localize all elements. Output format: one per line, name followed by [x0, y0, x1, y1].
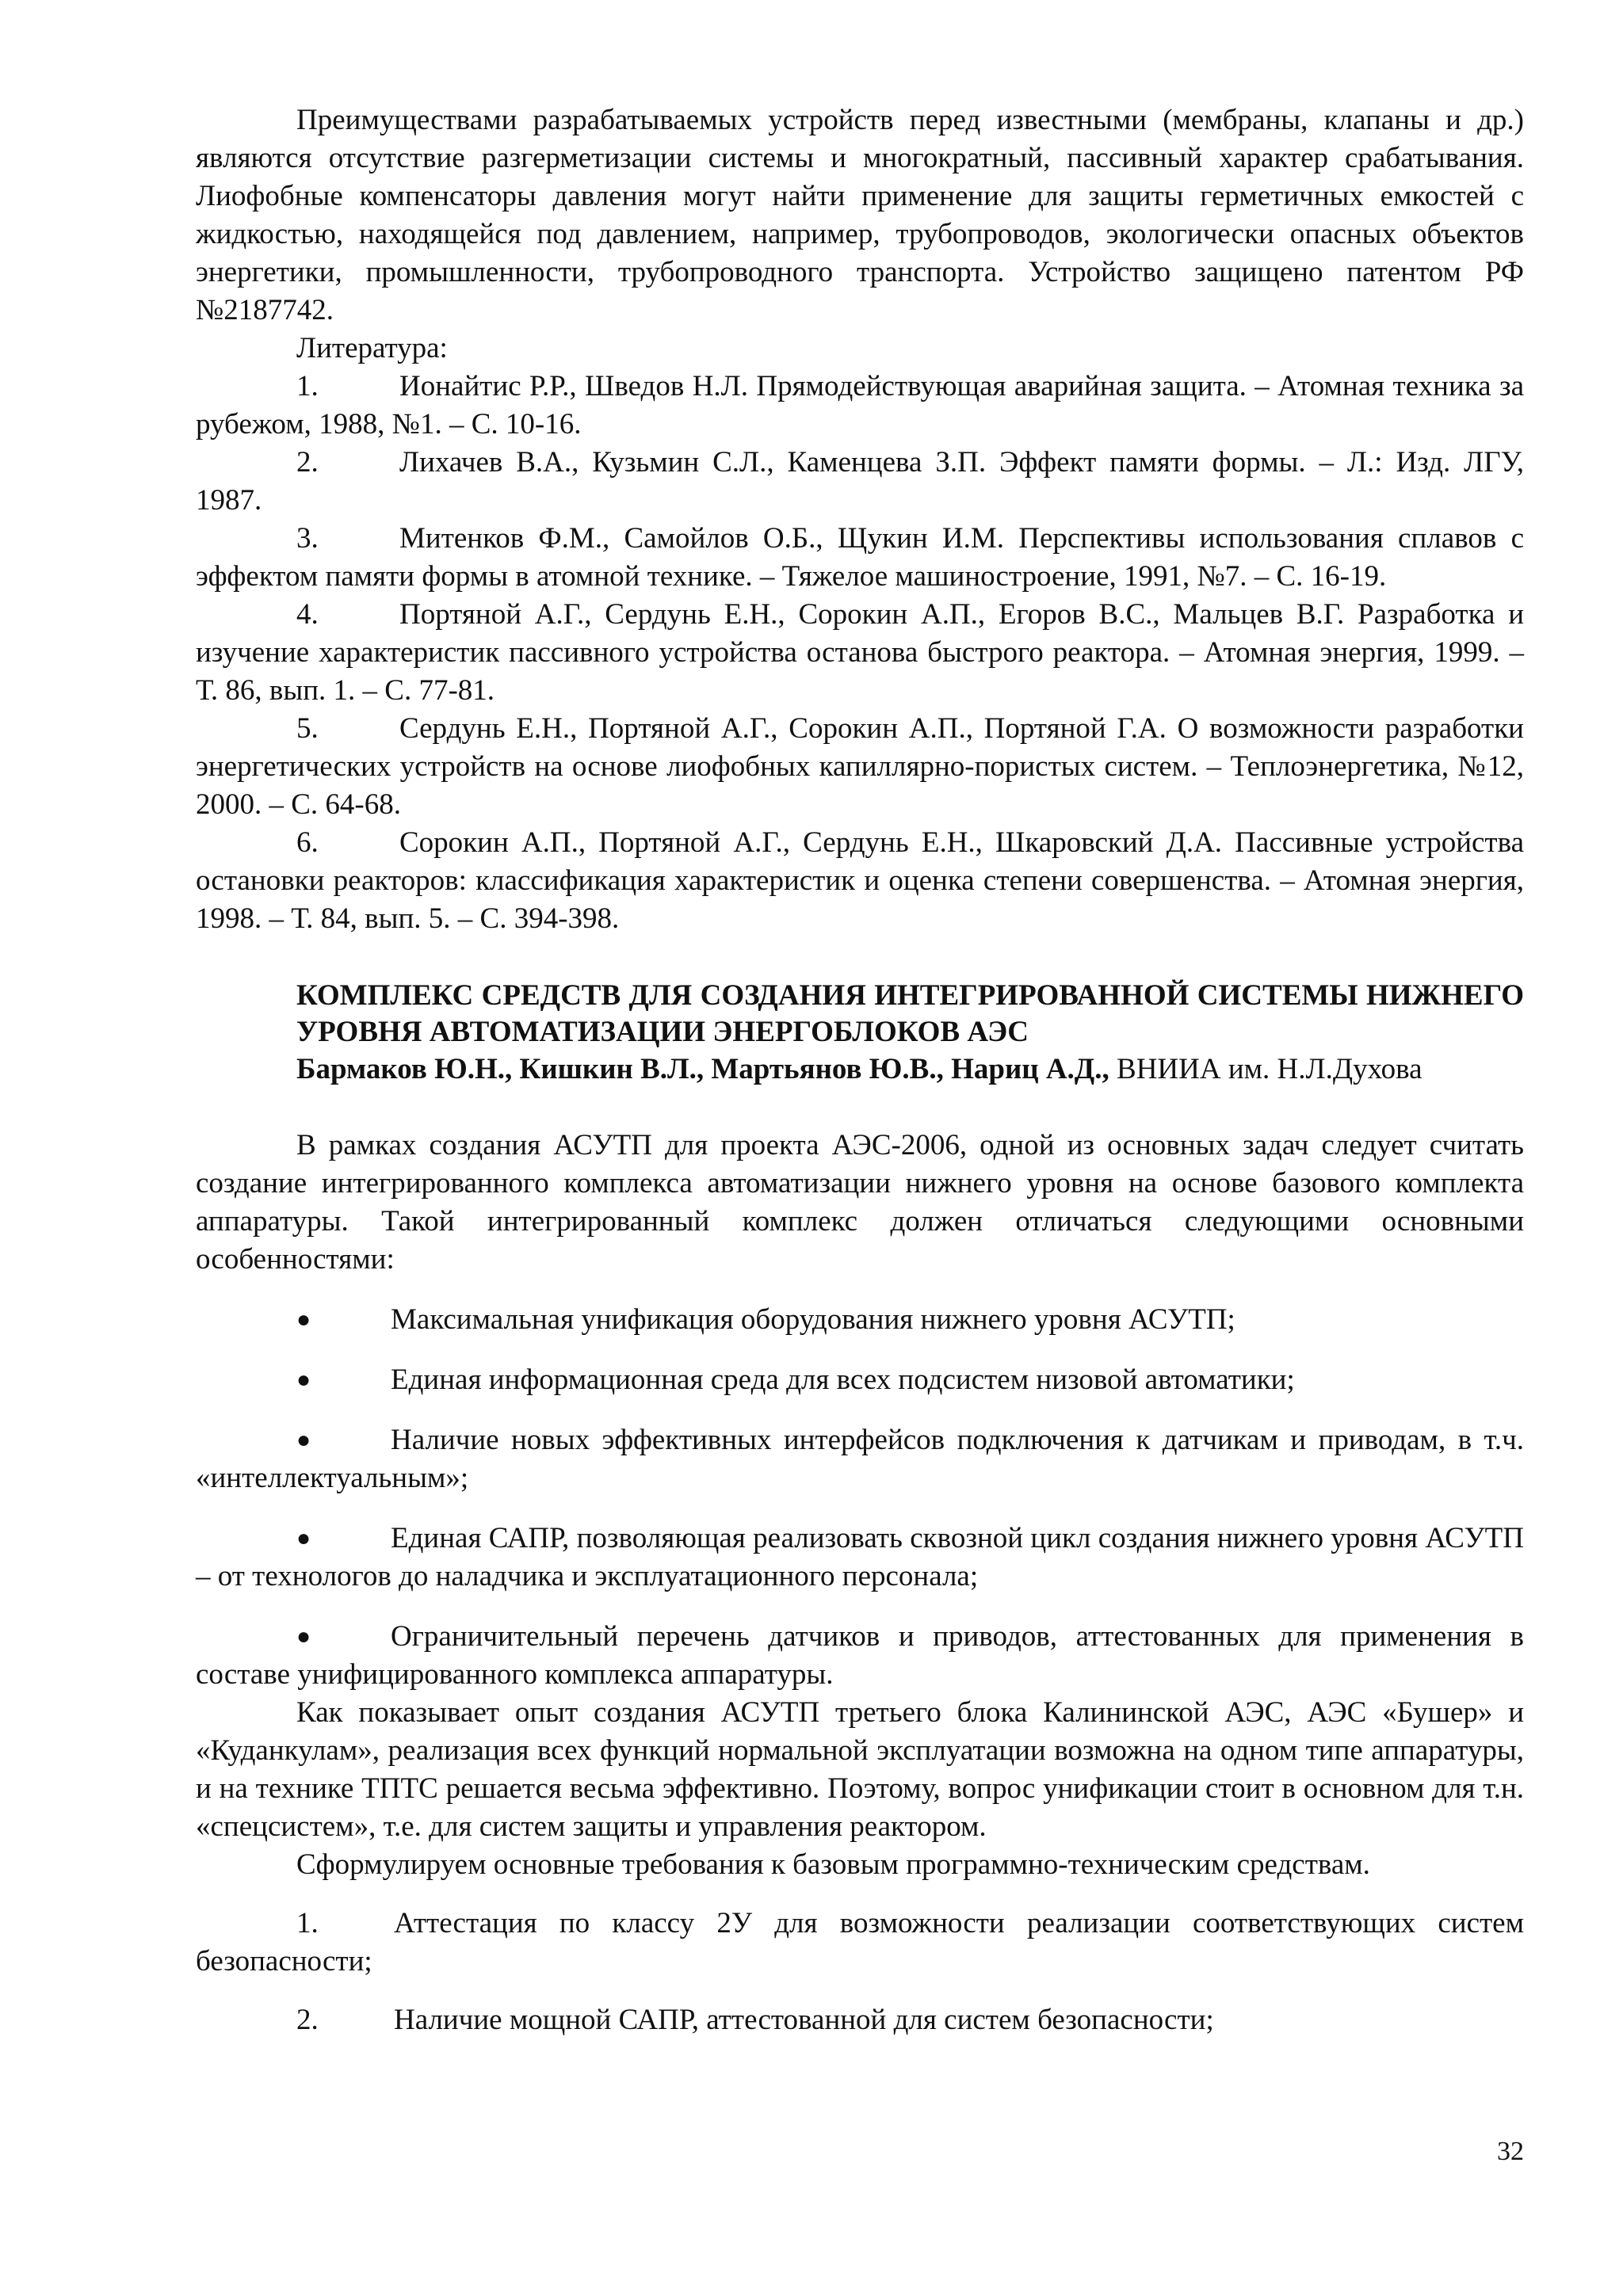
requirement-number: 1.: [296, 1907, 319, 1939]
article-paragraph: В рамках создания АСУТП для проекта АЭС-2006, одной из основных задач следует считать создание интегрированного комплекса автоматизации нижнего уровня на основе базового комплекта аппаратуры. Такой интегрированный комплекс должен отличаться следующими основными особенностями:: [196, 1129, 1524, 1276]
reference-text: Портяной А.Г., Сердунь Е.Н., Сорокин А.П., Егоров В.С., Мальцев В.Г. Разработка и изучение характеристик пассивного устройства останова быстрого реактора. – Атомная энергия, 1999. – Т. 86, вып. 1. – С. 77-81.: [196, 598, 1524, 707]
author-affiliation: ВНИИА им. Н.Л.Духова: [1109, 1053, 1423, 1085]
bullet-icon: ●: [296, 1367, 311, 1393]
bullet-text: Единая САПР, позволяющая реализовать сквозной цикл создания нижнего уровня АСУТП – от технологов до наладчика и эксплуатационного персонала;: [196, 1522, 1524, 1592]
reference-number: 5.: [296, 712, 319, 745]
requirement-number: 2.: [296, 2004, 319, 2036]
bullet-text: Единая информационная среда для всех подсистем низовой автоматики;: [391, 1363, 1295, 1396]
requirement-item: [196, 1905, 1524, 1981]
bullet-item: [196, 1301, 1524, 1339]
bullet-text: Максимальная унификация оборудования нижнего уровня АСУТП;: [391, 1303, 1235, 1336]
requirements-list: [196, 1905, 1524, 2039]
reference-text: Сердунь Е.Н., Портяной А.Г., Сорокин А.П., Портяной Г.А. О возможности разработки энергетических устройств на основе лиофобных капиллярно-пористых систем. – Теплоэнергетика, №12, 2000. – С. 64-68.: [196, 712, 1524, 821]
page-number: 32: [1497, 2137, 1524, 2166]
reference-item: [196, 824, 1524, 938]
intro-paragraph: Преимуществами разрабатываемых устройств перед известными (мембраны, клапаны и др.) являются отсутствие разгерметизации системы и многократный, пассивный характер срабатывания. Лиофобные компенсаторы давления могут найти применение для защиты герметичных емкостей с жидкостью, находящейся под давлением, например, трубопроводов, экологически опасных объектов энергетики, промышленности, трубопроводного транспорта. Устройство защищено патентом РФ №2187742.: [196, 104, 1524, 326]
reference-number: 4.: [296, 598, 319, 631]
reference-list: [196, 368, 1524, 938]
reference-item: [196, 520, 1524, 596]
article-title: КОМПЛЕКС СРЕДСТВ ДЛЯ СОЗДАНИЯ ИНТЕГРИРОВАННОЙ СИСТЕМЫ НИЖНЕГО УРОВНЯ АВТОМАТИЗАЦИИ ЭНЕРГОБЛОКОВ АЭС: [296, 979, 1524, 1048]
reference-item: [196, 710, 1524, 824]
bullet-icon: ●: [296, 1306, 311, 1333]
author-names: Бармаков Ю.Н., Кишкин В.Л., Мартьянов Ю.В., Нариц А.Д.,: [296, 1053, 1109, 1085]
feature-bullet-list: [196, 1301, 1524, 1694]
bullet-item: [196, 1520, 1524, 1596]
reference-text: Митенков Ф.М., Самойлов О.Б., Щукин И.М. Перспективы использования сплавов с эффектом памяти формы в атомной технике. – Тяжелое машиностроение, 1991, №7. – С. 16-19.: [196, 522, 1524, 593]
bullet-icon: ●: [296, 1525, 311, 1551]
requirement-text: Наличие мощной САПР, аттестованной для систем безопасности;: [394, 2004, 1214, 2036]
reference-item: [196, 444, 1524, 520]
reference-text: Сорокин А.П., Портяной А.Г., Сердунь Е.Н., Шкаровский Д.А. Пассивные устройства остановки реакторов: классификация характеристик и оценка степени совершенства. – Атомная энергия, 1998. – Т. 84, вып. 5. – С. 394-398.: [196, 826, 1524, 935]
bullet-icon: ●: [296, 1623, 311, 1650]
reference-number: 2.: [296, 446, 319, 479]
article-paragraph: Как показывает опыт создания АСУТП третьего блока Калининской АЭС, АЭС «Бушер» и «Куданкулам», реализация всех функций нормальной эксплуатации возможна на одном типе аппаратуры, и на технике ТПТС решается весьма эффективно. Поэтому, вопрос унификации стоит в основном для т.н. «спецсистем», т.е. для систем защиты и управления реактором.: [196, 1696, 1524, 1843]
reference-text: Ионайтис Р.Р., Шведов Н.Л. Прямодействующая аварийная защита. – Атомная техника за рубежом, 1988, №1. – С. 10-16.: [196, 370, 1524, 441]
blank-line: [196, 1089, 1524, 1127]
reference-number: 1.: [296, 370, 319, 402]
article-paragraph: Сформулируем основные требования к базовым программно-техническим средствам.: [296, 1848, 1370, 1881]
literature-heading: Литература:: [296, 332, 448, 364]
reference-number: 6.: [296, 826, 319, 859]
reference-number: 3.: [296, 522, 319, 555]
bullet-item: [196, 1618, 1524, 1694]
bullet-text: Наличие новых эффективных интерфейсов подключения к датчикам и приводам, в т.ч. «интеллектуальным»;: [196, 1424, 1524, 1494]
bullet-item: [196, 1361, 1524, 1399]
requirement-text: Аттестация по классу 2У для возможности реализации соответствующих систем безопасности;: [196, 1907, 1524, 1978]
reference-item: [196, 596, 1524, 710]
reference-text: Лихачев В.А., Кузьмин С.Л., Каменцева З.П. Эффект памяти формы. – Л.: Изд. ЛГУ, 1987.: [196, 446, 1524, 517]
requirement-item: [196, 2001, 1524, 2039]
bullet-text: Ограничительный перечень датчиков и приводов, аттестованных для применения в составе унифицированного комплекса аппаратуры.: [196, 1620, 1524, 1691]
reference-item: [196, 368, 1524, 444]
bullet-item: [196, 1421, 1524, 1497]
article-authors: [196, 1051, 1524, 1089]
bullet-icon: ●: [296, 1427, 311, 1453]
